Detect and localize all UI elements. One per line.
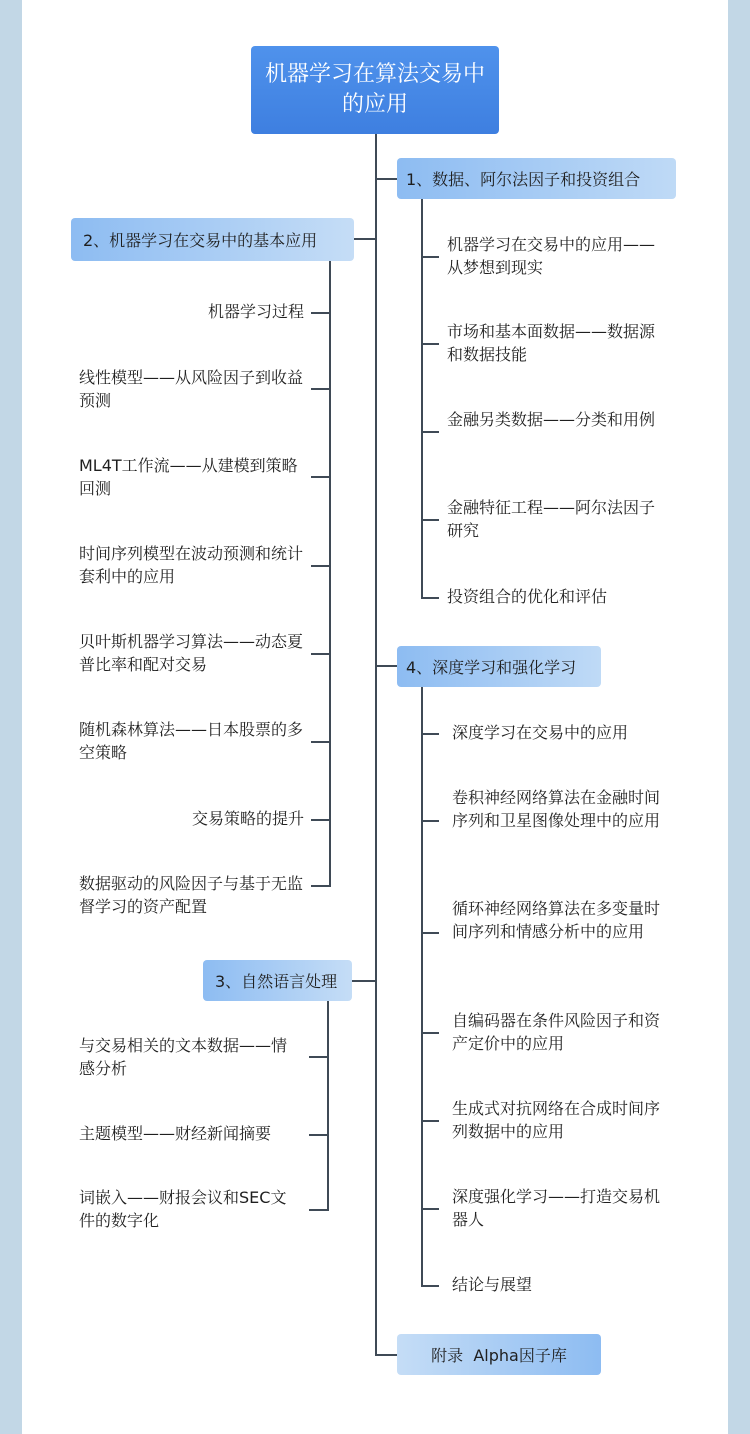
branch-label: 3、自然语言处理	[215, 972, 338, 991]
leaf-item: 机器学习过程	[207, 302, 304, 321]
branch3-item2-connector	[309, 1134, 329, 1136]
leaf-item: 贝叶斯机器学习算法——动态夏普比率和配对交易	[79, 632, 304, 674]
leaf-item: 深度学习在交易中的应用	[452, 723, 629, 742]
branch3-connector	[352, 980, 375, 982]
branch-node-1	[397, 158, 676, 199]
branch2-item1-connector	[311, 312, 331, 314]
branch2-spine	[329, 260, 331, 887]
leaf-item: 随机森林算法——日本股票的多空策略	[79, 720, 304, 762]
branch-label: 2、机器学习在交易中的基本应用	[83, 231, 318, 250]
branch2-item6-connector	[311, 741, 331, 743]
appendix-connector	[375, 1354, 397, 1356]
branch1-item3-connector	[421, 431, 439, 433]
branch4-item5-connector	[421, 1120, 439, 1122]
leaf-item: 生成式对抗网络在合成时间序列数据中的应用	[452, 1099, 661, 1141]
leaf-item: 金融另类数据——分类和用例	[447, 410, 656, 429]
branch3-item1-connector	[309, 1056, 329, 1058]
branch1-item5-connector	[421, 597, 439, 599]
branch4-item4-connector	[421, 1032, 439, 1034]
leaf-item: 数据驱动的风险因子与基于无监督学习的资产配置	[79, 874, 304, 916]
branch4-item7-connector	[421, 1285, 439, 1287]
leaf-item: 结论与展望	[452, 1275, 533, 1294]
leaf-item: 自编码器在条件风险因子和资产定价中的应用	[452, 1011, 661, 1053]
branch-label: 4、深度学习和强化学习	[406, 658, 577, 677]
branch2-connector	[354, 238, 375, 240]
branch2-item4-connector	[311, 565, 331, 567]
branch2-item2-connector	[311, 388, 331, 390]
branch4-connector	[375, 665, 397, 667]
branch-node-appendix	[397, 1334, 601, 1375]
root-node: 机器学习在算法交易中的应用	[251, 46, 499, 134]
leaf-item: 主题模型——财经新闻摘要	[79, 1124, 272, 1143]
branch1-item4-connector	[421, 519, 439, 521]
branch-node-3	[203, 960, 352, 1001]
leaf-item: 市场和基本面数据——数据源和数据技能	[447, 322, 656, 364]
branch2-item3-connector	[311, 476, 331, 478]
leaf-item: 线性模型——从风险因子到收益预测	[79, 368, 304, 410]
trunk-line	[375, 134, 377, 1355]
branch4-item3-connector	[421, 932, 439, 934]
leaf-item: 机器学习在交易中的应用——从梦想到现实	[447, 235, 656, 277]
branch1-connector	[375, 178, 397, 180]
branch4-item6-connector	[421, 1208, 439, 1210]
branch4-item2-connector	[421, 820, 439, 822]
leaf-item: 卷积神经网络算法在金融时间序列和卫星图像处理中的应用	[452, 788, 661, 830]
branch2-item8-connector	[311, 885, 331, 887]
leaf-item: 交易策略的提升	[191, 809, 304, 828]
branch-label: 附录 Alpha因子库	[431, 1346, 567, 1365]
branch-node-4	[397, 646, 601, 687]
branch-label: 1、数据、阿尔法因子和投资组合	[406, 170, 641, 189]
branch3-item3-connector	[309, 1209, 329, 1211]
branch4-spine	[421, 686, 423, 1286]
branch1-spine	[421, 199, 423, 598]
branch4-item1-connector	[421, 733, 439, 735]
leaf-item: 深度强化学习——打造交易机器人	[452, 1187, 661, 1229]
branch3-spine	[327, 1000, 329, 1211]
branch-node-2	[71, 218, 354, 261]
leaf-item: ML4T工作流——从建模到策略回测	[79, 456, 298, 498]
leaf-item: 循环神经网络算法在多变量时间序列和情感分析中的应用	[452, 899, 661, 941]
branch1-item1-connector	[421, 256, 439, 258]
leaf-item: 词嵌入——财报会议和SEC文件的数字化	[79, 1188, 287, 1230]
leaf-item: 投资组合的优化和评估	[447, 587, 608, 606]
leaf-item: 时间序列模型在波动预测和统计套利中的应用	[79, 544, 304, 586]
branch2-item7-connector	[311, 819, 331, 821]
leaf-item: 与交易相关的文本数据——情感分析	[79, 1036, 288, 1078]
branch1-item2-connector	[421, 343, 439, 345]
leaf-item: 金融特征工程——阿尔法因子研究	[447, 498, 656, 540]
branch2-item5-connector	[311, 653, 331, 655]
